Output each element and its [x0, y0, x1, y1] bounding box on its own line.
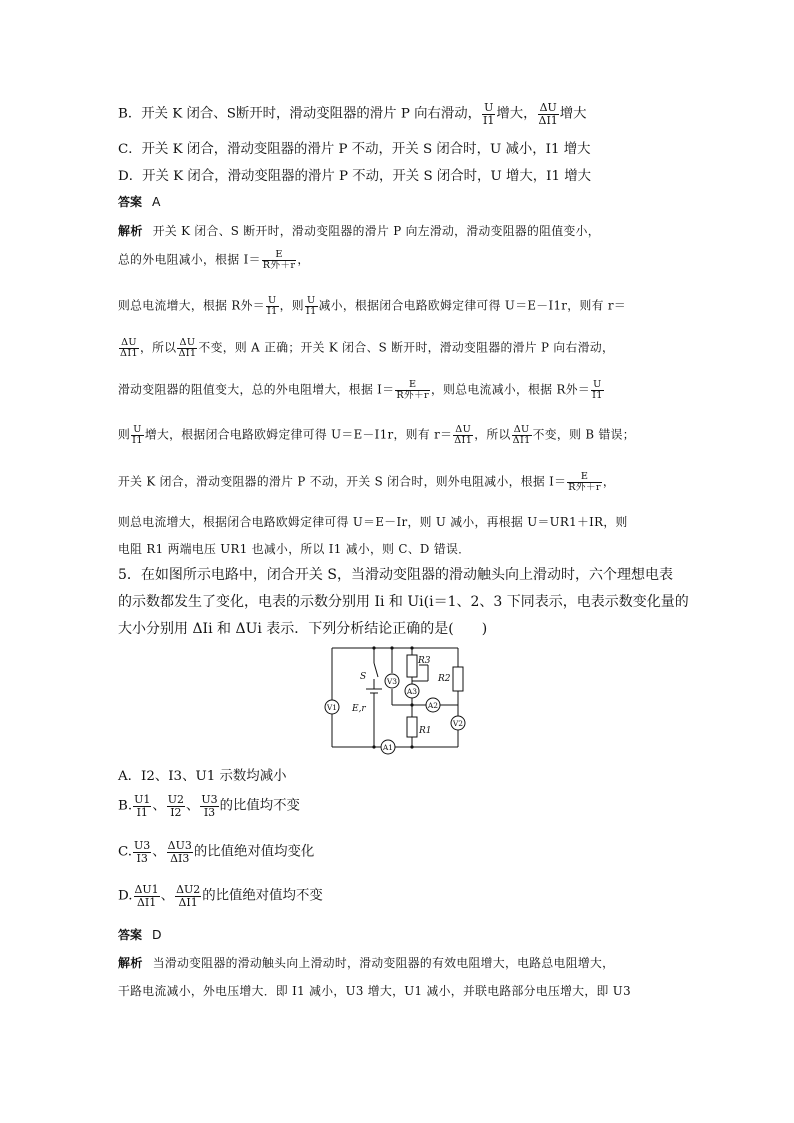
- explanation-label: 解析: [118, 224, 143, 238]
- explanation-q4-line6: [118, 425, 694, 455]
- question5-option-a: A．I2、I3、U1 示数均减小: [118, 769, 287, 784]
- fraction-numerator: U2: [167, 793, 184, 806]
- r1-label: R1: [419, 726, 432, 736]
- fraction-denominator: I1: [592, 390, 603, 402]
- answer-q5: [118, 926, 694, 944]
- explanation-text: ，: [602, 474, 616, 489]
- explanation-text: 当滑动变阻器的滑动触头向上滑动时，滑动变阻器的有效电阻增大，电路总电阻增大，: [152, 956, 615, 970]
- fraction-numerator: U3: [134, 839, 151, 852]
- explanation-text: 不变，则 A 正确；开关 K 闭合、S 断开时，滑动变阻器的滑片 P 向右滑动，: [198, 340, 615, 355]
- circuit-diagram: [318, 645, 470, 755]
- question5-option-b: [118, 794, 694, 826]
- fraction-numerator: U: [266, 296, 279, 307]
- explanation-text: 则总电流增大，根据 R外＝: [118, 298, 265, 313]
- fraction: [119, 338, 139, 359]
- question4-option-d: D．开关 K 闭合，滑动变阻器的滑片 P 不动，开关 S 闭合时，U 增大，I1 增大: [118, 169, 592, 184]
- explanation-q4-line7: [118, 472, 694, 502]
- explanation-q4-line8: 则总电流增大，根据闭合电路欧姆定律可得 U＝E－Ir，则 U 减小，再根据 U＝UR1＋IR，则: [118, 515, 628, 529]
- explanation-text: 则: [118, 427, 131, 442]
- fraction-denominator: ΔI1: [454, 435, 473, 447]
- option-text: 的比值均不变: [219, 798, 300, 814]
- explanation-q4-line1: [118, 222, 694, 240]
- r3-label: R3: [418, 656, 431, 666]
- fraction-denominator: I2: [170, 805, 182, 819]
- question5-option-d: [118, 884, 694, 916]
- fraction: [131, 425, 144, 446]
- option-b-post: 增大: [559, 106, 587, 122]
- explanation-text: ，则总电流减小，根据 R外＝: [430, 382, 591, 397]
- fraction-numerator: ΔU3: [167, 839, 192, 852]
- battery-label: E,r: [352, 704, 366, 714]
- fraction-u-over-i1: [482, 102, 495, 126]
- fraction: [133, 794, 151, 818]
- separator: 、: [185, 798, 200, 814]
- fraction: [200, 794, 218, 818]
- explanation-text: ，: [297, 252, 310, 267]
- fraction-denominator: ΔI1: [512, 435, 531, 447]
- answer-q4: [118, 193, 694, 211]
- fraction-denominator: I1: [305, 306, 317, 318]
- explanation-text: 开关 K 闭合，滑动变阻器的滑片 P 不动，开关 S 闭合时，则外电阻减小，根据 I＝: [118, 474, 567, 489]
- fraction-denominator: R外＋r: [262, 260, 296, 272]
- fraction-numerator: ΔU2: [176, 883, 201, 896]
- fraction-denominator: ΔI3: [170, 851, 190, 865]
- explanation-text: 滑动变阻器的阻值变大，总的外电阻增大，根据 I＝: [118, 382, 395, 397]
- fraction-numerator: U3: [201, 793, 218, 806]
- answer-value: D: [152, 927, 162, 942]
- option-b-text: B．开关 K 闭合、S断开时，滑动变阻器的滑片 P 向右滑动，: [118, 106, 482, 122]
- fraction: [177, 338, 197, 359]
- explanation-text: 不变，则 B 错误；: [532, 427, 635, 442]
- fraction-denominator: I1: [483, 113, 495, 127]
- question4-option-c: C．开关 K 闭合，滑动变阻器的滑片 P 不动，开关 S 闭合时，U 减小，I1 增大: [118, 142, 591, 157]
- fraction: [453, 425, 473, 446]
- option-label: C.: [118, 844, 133, 860]
- explanation-q4-line3: [118, 296, 694, 326]
- option-label: B.: [118, 798, 133, 814]
- explanation-text: 总的外电阻减小，根据 I＝: [118, 252, 261, 267]
- meter-a3-label: A3: [406, 687, 418, 696]
- question5-option-c: [118, 840, 694, 872]
- fraction-numerator: ΔU: [119, 338, 139, 349]
- fraction-numerator: U: [591, 380, 604, 391]
- meter-a2-label: A2: [427, 701, 439, 710]
- explanation-q4-line5: [118, 380, 694, 410]
- fraction-denominator: I1: [132, 435, 143, 447]
- meter-a1-label: A1: [382, 743, 394, 752]
- option-text: 的比值绝对值均变化: [193, 844, 315, 860]
- fraction-numerator: ΔU: [538, 102, 559, 115]
- explanation-q4-line9: 电阻 R1 两端电压 UR1 也减小，所以 I1 减小，则 C、D 错误．: [118, 542, 471, 556]
- fraction: [305, 296, 318, 317]
- option-text: 的比值绝对值均不变: [202, 888, 323, 904]
- fraction: [266, 296, 279, 317]
- fraction-numerator: ΔU: [177, 338, 197, 349]
- fraction-du-over-di1: [538, 102, 559, 126]
- answer-value: A: [152, 194, 161, 209]
- fraction-numerator: ΔU: [453, 425, 473, 436]
- fraction: [134, 884, 160, 908]
- answer-label: 答案: [118, 928, 143, 942]
- question4-option-b: [118, 102, 694, 132]
- fraction-numerator: U: [482, 102, 495, 115]
- explanation-text: 减小，根据闭合电路欧姆定律可得 U＝E－I1r，则有 r＝: [318, 298, 626, 313]
- meter-v3-label: V3: [386, 677, 398, 686]
- separator: 、: [160, 888, 175, 904]
- fraction-numerator: U: [131, 425, 144, 436]
- fraction-denominator: ΔI1: [136, 895, 157, 909]
- fraction: [175, 884, 201, 908]
- separator: 、: [152, 844, 166, 860]
- fraction-numerator: ΔU1: [134, 883, 159, 896]
- option-b-mid: 增大，: [496, 106, 537, 122]
- fraction-denominator: ΔI1: [538, 113, 558, 127]
- fraction-e-over-r: [262, 250, 297, 271]
- explanation-text: 开关 K 闭合、S 断开时，滑动变阻器的滑片 P 向左滑动，滑动变阻器的阻值变小，: [152, 224, 600, 238]
- fraction-denominator: R外＋r: [568, 482, 601, 494]
- question5-line1: 5．在如图所示电路中，闭合开关 S，当滑动变阻器的滑动触头向上滑动时，六个理想电表: [118, 567, 673, 583]
- fraction: [512, 425, 532, 446]
- fraction-e-over-r: [567, 472, 602, 493]
- fraction-denominator: ΔI1: [120, 348, 138, 360]
- option-label: D.: [118, 888, 133, 904]
- fraction-numerator: E: [262, 250, 297, 261]
- explanation-text: ，则: [279, 298, 304, 313]
- fraction-denominator: ΔI1: [178, 895, 198, 909]
- question5-line2: 的示数都发生了变化，电表的示数分别用 Ii 和 Ui(i＝1、2、3 下同表示，电表示数变化量的: [118, 594, 689, 610]
- explanation-q5-line2: 干路电流减小，外电压增大．即 I1 减小，U3 增大，U1 减小，并联电路部分电压增大，即 U3: [118, 984, 631, 998]
- fraction-denominator: I3: [136, 851, 148, 865]
- r2-label: R2: [438, 674, 451, 684]
- answer-label: 答案: [118, 195, 143, 209]
- explanation-text: 增大，根据闭合电路欧姆定律可得 U＝E－I1r，则有 r＝: [144, 427, 453, 442]
- fraction-denominator: I1: [136, 805, 148, 819]
- fraction-numerator: E: [567, 472, 602, 483]
- fraction-denominator: I1: [266, 306, 278, 318]
- fraction-numerator: U: [305, 296, 318, 307]
- fraction: [133, 840, 151, 864]
- fraction: [591, 380, 604, 401]
- meter-v1-label: V1: [326, 703, 338, 712]
- explanation-q5-line1: [118, 954, 694, 972]
- question5-line3: 大小分别用 ΔIi 和 ΔUi 表示．下列分析结论正确的是( ): [118, 621, 488, 637]
- switch-label: S: [360, 672, 367, 682]
- explanation-label: 解析: [118, 956, 143, 970]
- fraction: [167, 794, 185, 818]
- fraction: [167, 840, 193, 864]
- fraction-numerator: U1: [134, 793, 151, 806]
- meter-v2-label: V2: [452, 719, 464, 728]
- fraction-denominator: ΔI1: [178, 348, 197, 360]
- separator: 、: [152, 798, 166, 814]
- explanation-q4-line2: [118, 250, 694, 280]
- fraction-e-over-r: [395, 380, 430, 401]
- fraction-denominator: I3: [203, 805, 216, 819]
- fraction-numerator: ΔU: [512, 425, 532, 436]
- explanation-q4-line4: [118, 338, 694, 368]
- explanation-text: ，所以: [139, 340, 177, 355]
- fraction-numerator: E: [395, 380, 430, 391]
- fraction-denominator: R外＋r: [396, 390, 429, 402]
- explanation-text: ，所以: [474, 427, 511, 442]
